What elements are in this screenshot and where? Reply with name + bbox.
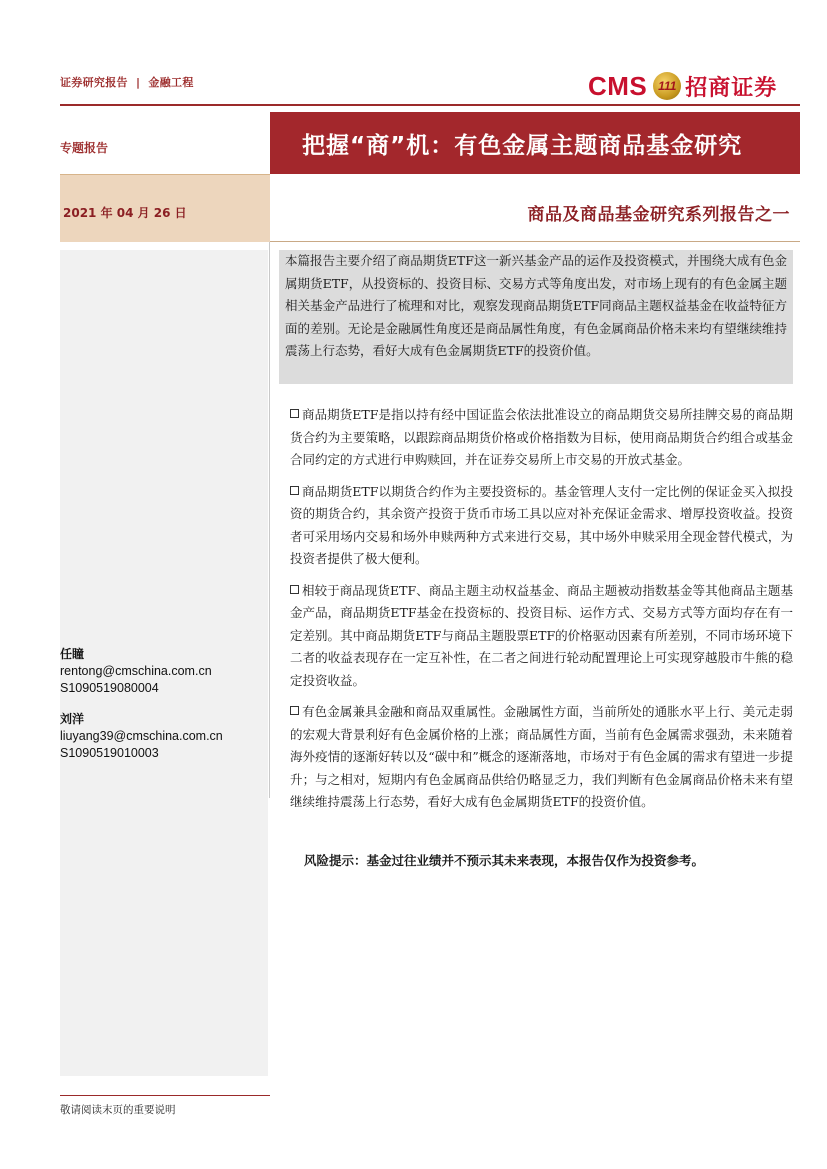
key-point xyxy=(290,404,793,472)
report-subcategory: 金融工程 xyxy=(148,76,194,89)
category-separator: | xyxy=(135,76,141,89)
report-date: 2021 年 04 月 26 日 xyxy=(63,206,187,220)
analyst-email[interactable]: liuyang39@cmschina.com.cn xyxy=(60,729,223,743)
column-divider xyxy=(269,242,270,798)
key-point xyxy=(290,580,793,693)
analyst-card xyxy=(60,646,212,697)
header-divider xyxy=(60,104,800,106)
analyst-email[interactable]: rentong@cmschina.com.cn xyxy=(60,664,212,678)
logo-emblem-text: 111 xyxy=(658,79,677,93)
analyst-card xyxy=(60,711,223,762)
analyst-cert: S1090519080004 xyxy=(60,681,159,695)
series-title: 商品及商品基金研究系列报告之一 xyxy=(527,205,790,225)
key-point-text: 有色金属兼具金融和商品双重属性。金融属性方面，当前所处的通胀水平上行、美元走弱的宏观大背景利好有色金属价格的上涨；商品属性方面，当前有色金属需求强劲，未来随着海外疫情的逐渐好转以及“碳中和”概念的逐渐落地，市场对于有色金属的需求有望进一步提升；与之相对，短期内有色金属商品供给仍略显乏力，我们判断有色金属商品价格未来有望继续维持震荡上行态势，看好大成有色金属期货ETF的投资价值。 xyxy=(290,704,793,809)
key-point-text: 商品期货ETF是指以持有经中国证监会依法批准设立的商品期货交易所挂牌交易的商品期货合约为主要策略，以跟踪商品期货价格或价格指数为目标，使用商品期货合约组合或基金合同约定的方式进行申购赎回，并在证券交易所上市交易的开放式基金。 xyxy=(290,407,793,467)
analyst-name: 刘洋 xyxy=(60,712,85,726)
checkbox-bullet-icon xyxy=(290,585,299,594)
report-category: 证券研究报告 xyxy=(60,76,128,89)
title-band xyxy=(270,112,800,174)
abstract-text: 本篇报告主要介绍了商品期货ETF这一新兴基金产品的运作及投资模式，并围绕大成有色金属期货ETF，从投资标的、投资目标、交易方式等角度出发，对市场上现有的有色金属主题相关基金产品进行了梳理和对比，观察发现商品期货ETF同商品主题权益基金在收益特征方面的差别。无论是金融属性角度还是商品属性角度，有色金属商品价格未来均有望继续维持震荡上行态势，看好大成有色金属期货ETF的投资价值。 xyxy=(285,253,787,358)
key-points xyxy=(290,404,793,823)
key-point xyxy=(290,701,793,814)
analyst-cert: S1090519010003 xyxy=(60,746,159,760)
report-type: 专题报告 xyxy=(60,141,109,155)
checkbox-bullet-icon xyxy=(290,486,299,495)
key-point-text: 相较于商品现货ETF、商品主题主动权益基金、商品主题被动指数基金等其他商品主题基金产品，商品期货ETF基金在投资标的、投资目标、运作方式、交易方式等方面均存在有一定差别。其中商品期货ETF与商品主题股票ETF的价格驱动因素有所差别，不同市场环境下二者的收益表现存在一定互补性，在二者之间进行轮动配置理论上可实现穿越股市牛熊的稳定投资收益。 xyxy=(290,582,793,688)
logo-chinese-text: 招商证券 xyxy=(685,75,778,101)
report-category-line xyxy=(60,74,194,90)
cms-logo xyxy=(588,68,798,104)
title-divider xyxy=(270,241,800,242)
checkbox-bullet-icon xyxy=(290,409,299,418)
key-point-text: 商品期货ETF以期货合约作为主要投资标的。基金管理人支付一定比例的保证金买入拟投资的期货合约，其余资产投资于货币市场工具以应对补充保证金需求、增厚投资收益。投资者可采用场内交易和场外申赎两种方式来进行交易，其中场外申赎采用全现金替代模式，为投资者提供了极大便利。 xyxy=(290,483,793,566)
footer-divider xyxy=(60,1095,270,1096)
checkbox-bullet-icon xyxy=(290,706,299,715)
footer-disclaimer: 敬请阅读末页的重要说明 xyxy=(60,1104,176,1116)
logo-latin-text: CMS xyxy=(588,70,648,101)
analyst-name: 任瞳 xyxy=(60,647,85,661)
key-point xyxy=(290,481,793,571)
report-title: 把握“商”机：有色金属主题商品基金研究 xyxy=(302,132,743,159)
risk-notice: 风险提示：基金过往业绩并不预示其未来表现，本报告仅作为投资参考。 xyxy=(304,853,705,868)
logo-emblem-icon xyxy=(653,72,681,100)
abstract-box xyxy=(279,250,793,384)
